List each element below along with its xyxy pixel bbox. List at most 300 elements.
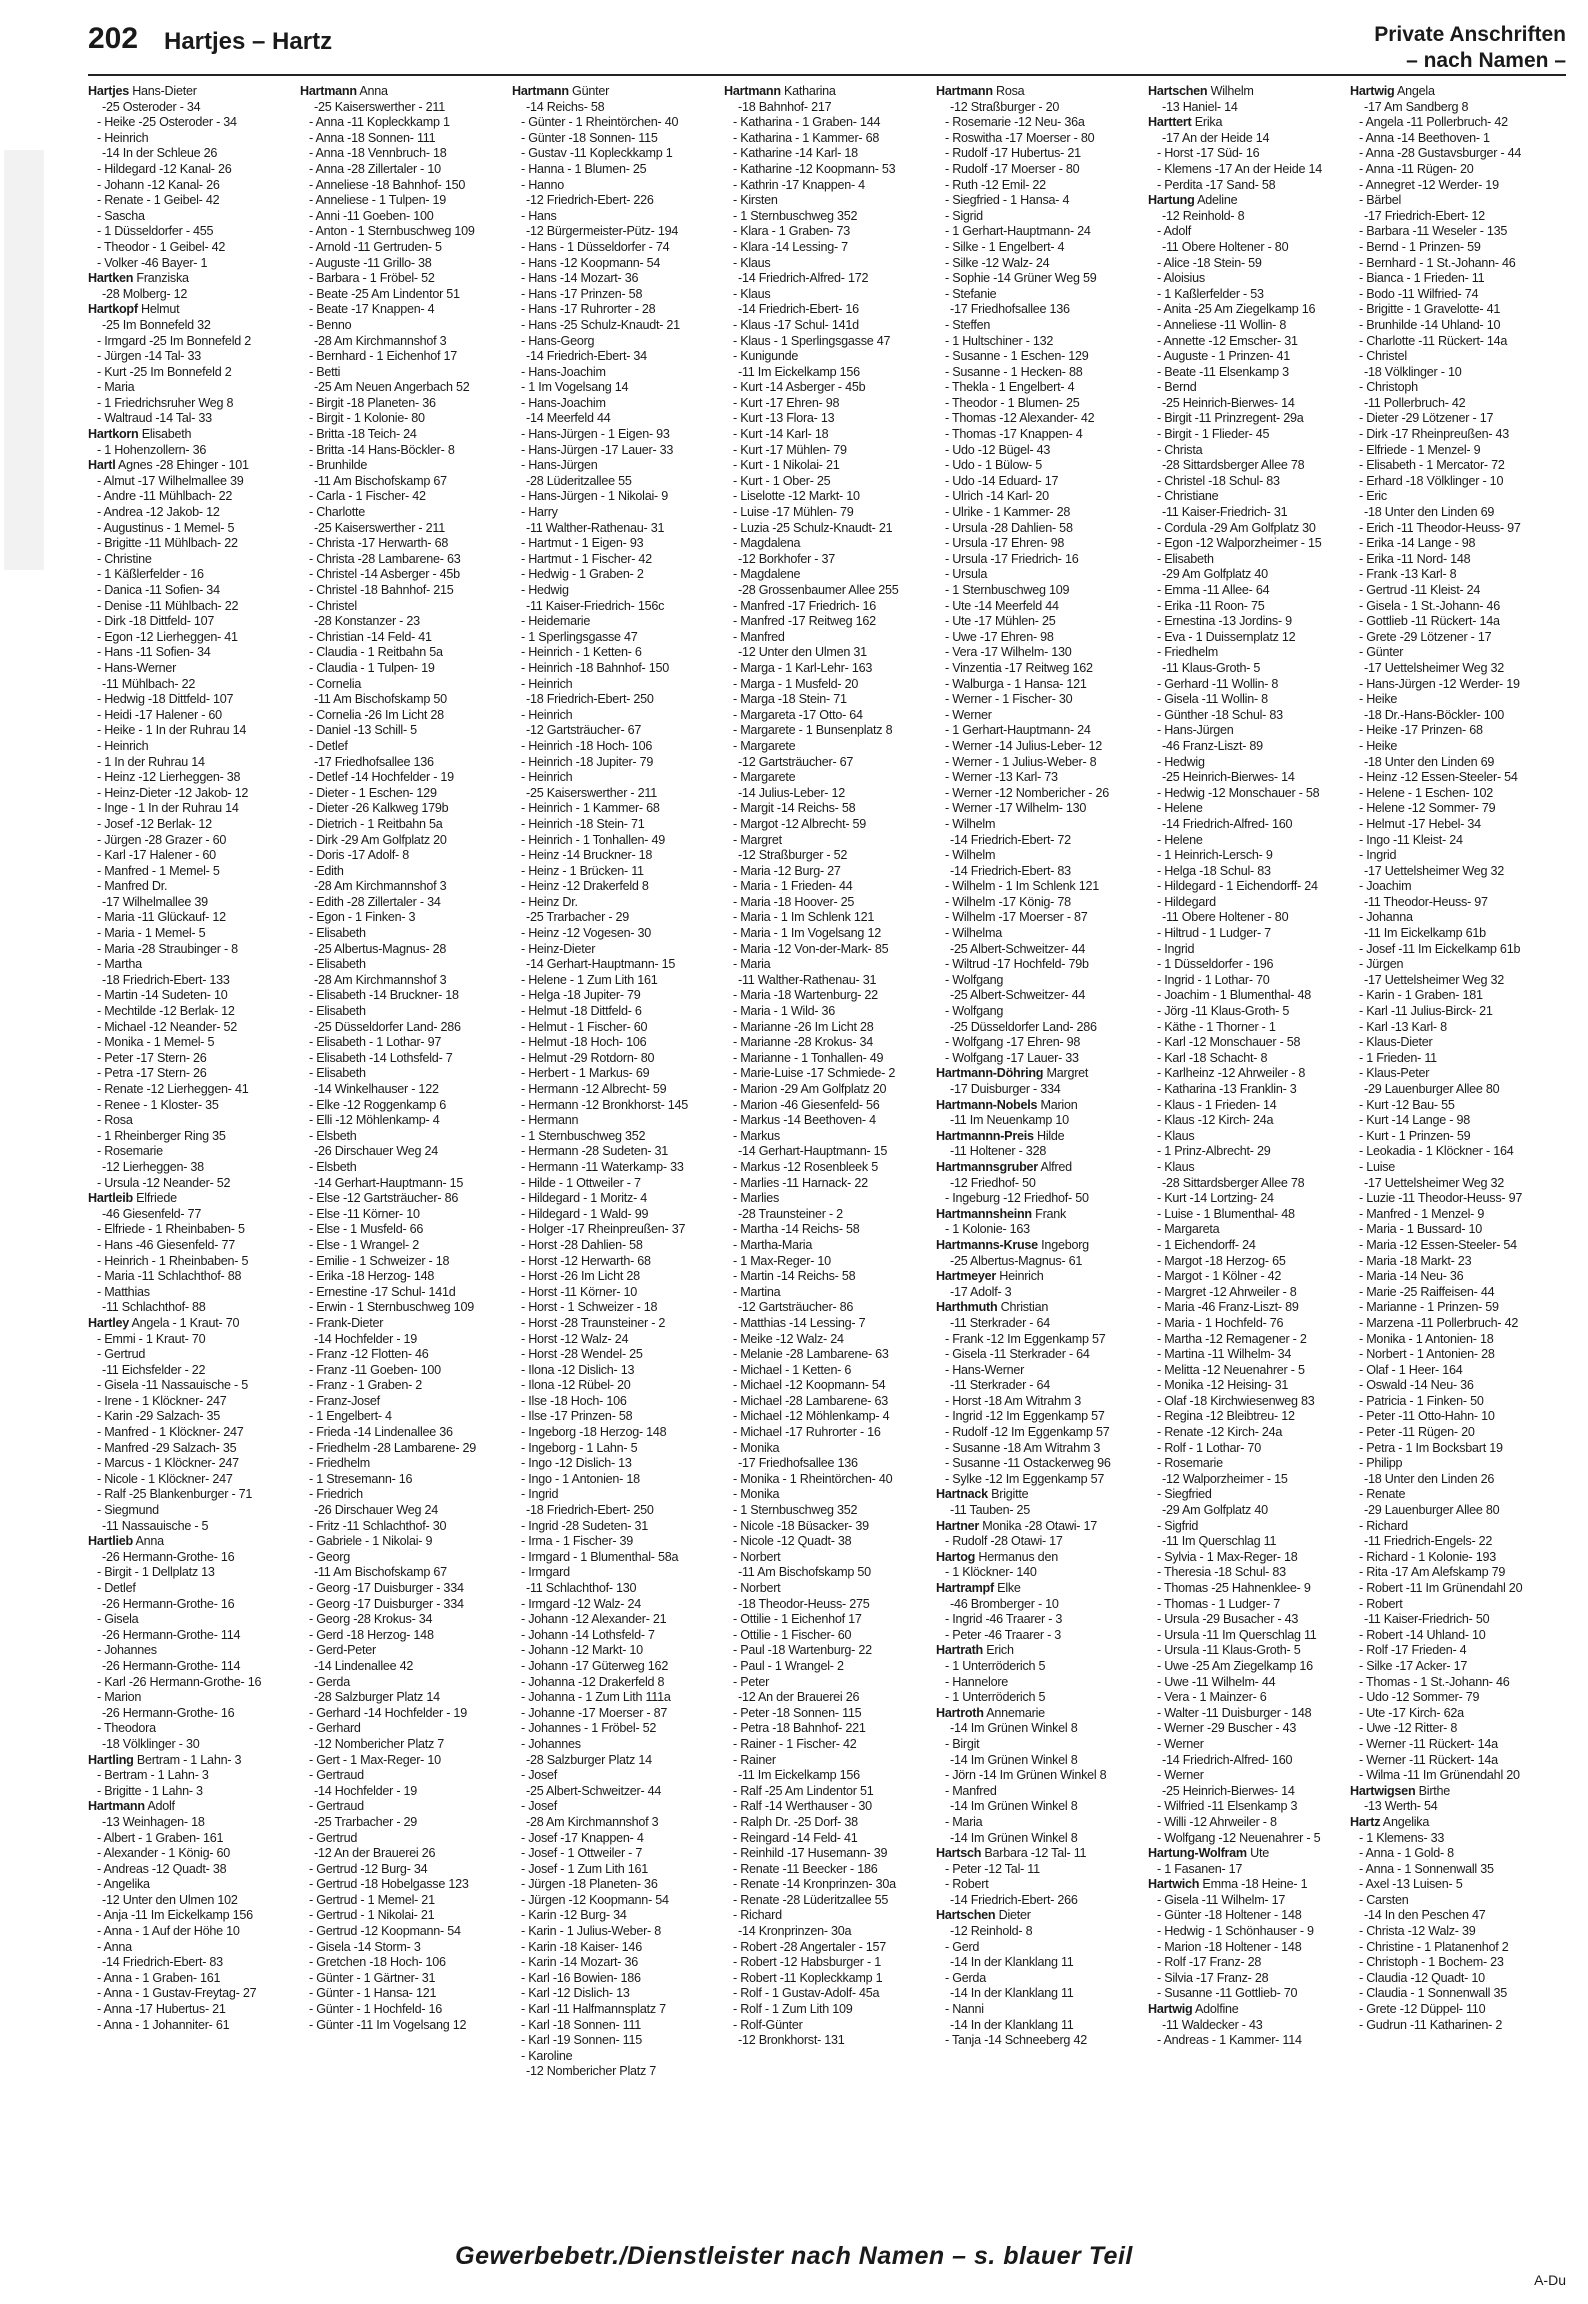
- directory-entry: - Jürgen -14 Tal- 33: [97, 349, 201, 364]
- directory-entry: - Sophie -14 Grüner Weg 59: [945, 271, 1097, 286]
- directory-entry: - Wilfried -11 Elsenkamp 3: [1157, 1799, 1298, 1814]
- directory-entry: - Hedwig - 1 Schönhauser - 9: [1157, 1924, 1314, 1939]
- directory-entry: - Hermann -28 Sudeten- 31: [521, 1144, 669, 1159]
- surname: Hartjes: [88, 84, 129, 98]
- directory-entry: - Steffen: [945, 317, 991, 332]
- directory-entry: -17 Friedhofsallee 136: [950, 302, 1070, 317]
- directory-entry: - Birgit: [945, 1736, 980, 1751]
- directory-entry: - Olaf - 1 Heer- 164: [1359, 1362, 1463, 1377]
- directory-entry: - Sigrid: [945, 208, 983, 223]
- surname: Hartkorn: [88, 427, 139, 442]
- directory-entry: - Wilhelm: [945, 848, 996, 863]
- directory-entry: - Birgit - 1 Dellplatz 13: [97, 1565, 215, 1580]
- directory-entry: - Birgit -11 Prinzregent- 29a: [1157, 411, 1304, 426]
- directory-entry: - Hans: [521, 208, 557, 223]
- directory-entry: - Georg -28 Krokus- 34: [309, 1612, 433, 1627]
- directory-entry: - Albert - 1 Graben- 161: [97, 1830, 224, 1845]
- directory-entry: - Maria - 1 Wild- 36: [733, 1004, 836, 1019]
- directory-entry: - Josef -11 Im Eickelkamp 61b: [1359, 941, 1521, 956]
- directory-entry: - Barbara - 1 Fröbel- 52: [309, 271, 435, 286]
- directory-entry: - Hildegard -12 Kanal- 26: [97, 161, 232, 176]
- directory-entry: - Günter - 1 Rheintörchen- 40: [521, 115, 679, 130]
- directory-entry: - Helene: [1157, 801, 1203, 816]
- directory-entry: - Anna -17 Hubertus- 21: [97, 2002, 226, 2017]
- directory-entry: - Hedwig -18 Dittfeld- 107: [97, 692, 234, 707]
- directory-entry: -12 Gartsträucher- 86: [738, 1300, 854, 1315]
- directory-entry: -28 Am Kirchmannshof 3: [314, 333, 447, 348]
- surname: Hartmann: [300, 84, 357, 98]
- directory-entry: - Maria -12 Burg- 27: [733, 863, 841, 878]
- directory-entry: - Andreas - 1 Kammer- 114: [1157, 2033, 1302, 2048]
- directory-entry: - Thomas -17 Knappen- 4: [945, 427, 1083, 442]
- directory-entry: -29 Am Golfplatz 40: [1162, 1503, 1268, 1518]
- directory-entry: - Manfred -29 Salzach- 35: [97, 1440, 237, 1455]
- directory-entry: - Cornelia -26 Im Licht 28: [309, 707, 444, 722]
- directory-entry: - Norbert: [733, 1549, 781, 1564]
- directory-entry: - Uwe -17 Ehren- 98: [945, 629, 1054, 644]
- directory-entry: Hartmannsgruber Alfred: [936, 1159, 1072, 1174]
- directory-entry: - Horst - 1 Schweizer - 18: [521, 1300, 658, 1315]
- directory-entry: - Renate -14 Kronprinzen- 30a: [733, 1877, 896, 1892]
- directory-entry: - Maria: [945, 1814, 983, 1829]
- directory-entry: - Hans-Jürgen -17 Lauer- 33: [521, 442, 674, 457]
- directory-entry: - Hermann -12 Albrecht- 59: [521, 1082, 667, 1096]
- directory-entry: - Rolf - 1 Lothar- 70: [1157, 1440, 1261, 1455]
- directory-entry: - 1 Hultschiner - 132: [945, 333, 1054, 348]
- directory-entry: - Robert -12 Habsburger - 1: [733, 1955, 881, 1970]
- directory-entry: - Heinrich -18 Jupiter- 79: [521, 754, 654, 769]
- directory-entry: - Elke -12 Roggenkamp 6: [309, 1097, 447, 1112]
- directory-entry: - Matthias: [97, 1284, 150, 1299]
- directory-entry: - Horst -28 Wendel- 25: [521, 1347, 643, 1362]
- directory-entry: -25 Düsseldorfer Land- 286: [950, 1019, 1097, 1034]
- directory-entry: -14 Gerhart-Hauptmann- 15: [526, 957, 676, 972]
- directory-entry: - Else -12 Gartsträucher- 86: [309, 1191, 459, 1206]
- directory-entry: -14 Friedrich-Ebert- 266: [950, 1892, 1078, 1907]
- directory-entry: -26 Hermann-Grothe- 16: [102, 1596, 235, 1611]
- directory-entry: - Udo -12 Sommer- 79: [1359, 1690, 1480, 1705]
- directory-entry: - Silke -12 Walz- 24: [945, 255, 1050, 270]
- directory-entry: - Richard: [733, 1908, 782, 1923]
- directory-entry: - Gerd: [945, 1939, 980, 1954]
- directory-entry: - Luzie -11 Theodor-Heuss- 97: [1359, 1191, 1523, 1206]
- directory-entry: Hartschen Dieter: [936, 1908, 1031, 1923]
- directory-entry: - 1 Engelbert- 4: [309, 1409, 392, 1424]
- surname: Hartmann: [88, 1799, 145, 1814]
- directory-entry: - Hermann: [521, 1113, 579, 1128]
- directory-entry: - Ute -14 Meerfeld 44: [945, 598, 1059, 613]
- directory-entry: - Bianca - 1 Frieden- 11: [1359, 271, 1485, 286]
- directory-entry: - Jürgen -28 Grazer - 60: [97, 832, 227, 847]
- directory-entry: -26 Hermann-Grothe- 114: [102, 1658, 241, 1673]
- column-1: [88, 84, 296, 2204]
- directory-entry: - Jürgen -12 Koopmann- 54: [521, 1892, 669, 1907]
- directory-entry: - Margret -12 Ahrweiler - 8: [1157, 1284, 1297, 1299]
- directory-entry: - Claudia - 1 Sonnenwall 35: [1359, 1986, 1507, 2001]
- directory-entry: - Matthias -14 Lessing- 7: [733, 1315, 866, 1330]
- directory-entry: Hartmann-Nobels Marion: [936, 1097, 1078, 1112]
- directory-entry: - Rainer - 1 Fischer- 42: [733, 1736, 857, 1751]
- surname: Hartkopf: [88, 302, 138, 317]
- directory-entry: -12 Gartsträucher- 67: [738, 754, 854, 769]
- directory-entry: - Kurt -14 Lange - 98: [1359, 1113, 1470, 1128]
- directory-entry: -18 Dr.-Hans-Böckler- 100: [1364, 707, 1505, 722]
- directory-entry: - Walter -11 Duisburger - 148: [1157, 1705, 1312, 1720]
- directory-entry: - Ingrid: [521, 1487, 559, 1502]
- directory-entry: - Rosa: [97, 1113, 133, 1128]
- directory-entry: - Georg -17 Duisburger - 334: [309, 1581, 464, 1595]
- directory-entry: - Horst -11 Körner- 10: [521, 1284, 638, 1299]
- directory-entry: - Petra - 1 Im Bocksbart 19: [1359, 1440, 1503, 1455]
- directory-entry: Hartner Monika -28 Otawi- 17: [936, 1518, 1097, 1533]
- directory-entry: - Kunigunde: [733, 349, 799, 364]
- directory-entry: - Johannes: [521, 1736, 581, 1751]
- directory-entry: - Karl -18 Sonnen- 111: [521, 2017, 642, 2032]
- directory-entry: - Kurt -17 Mühlen- 79: [733, 442, 847, 457]
- directory-entry: - Rolf-Günter: [733, 2017, 803, 2032]
- directory-entry: - Detlef -14 Hochfelder - 19: [309, 770, 454, 785]
- surname: Hartwigsen: [1350, 1783, 1416, 1798]
- directory-entry: - Karl -19 Sonnen- 115: [521, 2033, 642, 2048]
- directory-entry: - Gisela -11 Sterkrader - 64: [945, 1347, 1090, 1362]
- directory-entry: - Manfred -17 Friedrich- 16: [733, 598, 877, 613]
- directory-entry: - Günter - 1 Gärtner- 31: [309, 1970, 436, 1985]
- directory-entry: -11 Walther-Rathenau- 31: [738, 972, 877, 987]
- directory-entry: - Elisabeth -14 Bruckner- 18: [309, 988, 459, 1003]
- directory-entry: - Patricia - 1 Finken- 50: [1359, 1393, 1484, 1408]
- directory-entry: - Heinz Dr.: [521, 894, 578, 909]
- directory-entry: - Anneliese -11 Wollin- 8: [1157, 317, 1287, 332]
- surname: Hartl: [88, 458, 116, 473]
- directory-entry: - Werner - 1 Fischer- 30: [945, 692, 1073, 707]
- directory-entry: - Sylke -12 Im Eggenkamp 57: [945, 1471, 1105, 1486]
- directory-entry: Hartkorn Elisabeth: [88, 427, 192, 442]
- directory-entry: Hartwigsen Birthe: [1350, 1783, 1451, 1798]
- directory-entry: - Margret: [733, 832, 782, 847]
- directory-entry: - Aloisius: [1157, 271, 1205, 286]
- directory-entry: - Uwe -25 Am Ziegelkamp 16: [1157, 1658, 1313, 1673]
- directory-entry: - Hermann -12 Bronkhorst- 145: [521, 1097, 689, 1112]
- directory-entry: - Wolfgang: [945, 1004, 1004, 1019]
- directory-entry: Hartnack Brigitte: [936, 1487, 1029, 1502]
- directory-entry: - Melitta -12 Neuenahrer - 5: [1157, 1362, 1305, 1377]
- directory-entry: - Vera -17 Wilhelm- 130: [945, 645, 1072, 660]
- directory-entry: - Anna -28 Gustavsburger - 44: [1359, 146, 1522, 161]
- directory-entry: - Margot - 1 Kölner - 42: [1157, 1269, 1282, 1284]
- directory-entry: - Johann -12 Alexander- 21: [521, 1612, 667, 1627]
- directory-entry: - Horst -28 Traunsteiner - 2: [521, 1315, 666, 1330]
- directory-entry: - Gisela -14 Storm- 3: [309, 1939, 421, 1954]
- directory-entry: -28 Sittardsberger Allee 78: [1162, 458, 1305, 473]
- directory-entry: - Helga -18 Jupiter- 79: [521, 988, 641, 1003]
- directory-entry: -12 Unter den Ulmen 31: [738, 645, 867, 660]
- directory-entry: -14 Friedrich-Ebert- 16: [738, 302, 859, 317]
- directory-entry: - Gisela -11 Nassauische - 5: [97, 1378, 248, 1393]
- directory-entry: - 1 Prinz-Albrecht- 29: [1157, 1144, 1271, 1159]
- directory-entry: - Kathrin -17 Knappen- 4: [733, 177, 865, 192]
- directory-entry: - Dirk -29 Am Golfplatz 20: [309, 832, 447, 847]
- directory-entry: - Wolfgang -12 Neuenahrer - 5: [1157, 1830, 1321, 1845]
- directory-entry: - Ute -17 Mühlen- 25: [945, 614, 1056, 629]
- directory-entry: - Karlheinz -12 Ahrweiler - 8: [1157, 1066, 1306, 1081]
- directory-entry: -14 Meerfeld 44: [526, 411, 611, 426]
- directory-entry: -28 Konstanzer - 23: [314, 614, 420, 629]
- surname: Hartrath: [936, 1643, 983, 1658]
- directory-entry: - Johanna - 1 Zum Lith 111a: [521, 1690, 671, 1705]
- directory-entry: - Marie -25 Raiffeisen- 44: [1359, 1284, 1495, 1299]
- directory-entry: -28 Grossenbaumer Allee 255: [738, 583, 899, 597]
- directory-entry: - Günter -18 Holtener - 148: [1157, 1908, 1302, 1923]
- directory-entry: - Anna -14 Beethoven- 1: [1359, 130, 1490, 145]
- directory-entry: -14 Friedrich-Ebert- 72: [950, 832, 1071, 847]
- surname: Harttert: [1148, 115, 1192, 130]
- directory-entry: - Christine - 1 Platanenhof 2: [1359, 1939, 1509, 1954]
- surname: Hartner: [936, 1518, 980, 1533]
- directory-entry: - Peter -46 Traarer - 3: [945, 1627, 1062, 1642]
- directory-entry: - Christian -14 Feld- 41: [309, 629, 432, 644]
- directory-entry: -14 Hochfelder - 19: [314, 1331, 418, 1346]
- directory-entry: - Michael -17 Ruhrorter - 16: [733, 1425, 881, 1440]
- directory-entry: - Auguste -11 Grillo- 38: [309, 255, 432, 270]
- directory-entry: - Gertrud: [309, 1830, 358, 1845]
- directory-entry: -28 Salzburger Platz 14: [526, 1752, 652, 1767]
- directory-entry: - Wilhelma: [945, 926, 1002, 941]
- directory-entry: - Heinz -12 Lierheggen- 38: [97, 770, 241, 785]
- directory-entry: - Gerhard: [309, 1721, 361, 1736]
- directory-entry: -14 Reichs- 58: [526, 99, 605, 114]
- directory-entry: - Hans -25 Schulz-Knaudt- 21: [521, 317, 680, 332]
- directory-entry: - Hildegard - 1 Eichendorff- 24: [1157, 879, 1318, 894]
- directory-entry: - Egon - 1 Finken- 3: [309, 910, 416, 925]
- directory-entry: -28 Am Kirchmannshof 3: [314, 879, 447, 894]
- directory-entry: - Heinrich - 1 Kammer- 68: [521, 801, 660, 816]
- directory-entry: - Manfred - 1 Menzel- 9: [1359, 1206, 1485, 1221]
- directory-entry: - Robert -11 Kopleckkamp 1: [733, 1970, 883, 1985]
- directory-entry: - Horst -12 Herwarth- 68: [521, 1253, 651, 1268]
- directory-entry: -18 Friedrich-Ebert- 250: [526, 1503, 654, 1518]
- directory-entry: - Kurt - 1 Ober- 25: [733, 473, 831, 488]
- directory-entry: -14 Friedrich-Ebert- 34: [526, 349, 647, 364]
- directory-entry: - Hedwig - 1 Graben- 2: [521, 567, 644, 582]
- directory-entry: - Karl -17 Halener - 60: [97, 848, 216, 863]
- directory-entry: - Monika: [733, 1487, 780, 1502]
- directory-entry: - Luise: [1359, 1159, 1396, 1174]
- directory-entry: Hartroth Annemarie: [936, 1705, 1045, 1720]
- directory-entry: - Rolf - 1 Zum Lith 109: [733, 2002, 853, 2017]
- directory-entry: - Heinz -14 Bruckner- 18: [521, 848, 653, 863]
- directory-entry: - Rudolf -12 Im Eggenkamp 57: [945, 1425, 1110, 1440]
- directory-entry: - Martin -14 Sudeten- 10: [97, 988, 228, 1003]
- directory-entry: -12 Lierheggen- 38: [102, 1159, 204, 1174]
- directory-entry: - Mechtilde -12 Berlak- 12: [97, 1004, 235, 1019]
- directory-entry: - Gertrud -12 Burg- 34: [309, 1861, 428, 1876]
- directory-entry: - Christoph: [1359, 380, 1418, 395]
- directory-entry: - Hans-Joachim: [521, 395, 606, 410]
- directory-entry: - Ralph Dr. -25 Dorf- 38: [733, 1814, 858, 1829]
- directory-entry: - Wilma -11 Im Grünendahl 20: [1359, 1768, 1520, 1783]
- directory-entry: Hartmannsheinn Frank: [936, 1206, 1067, 1221]
- directory-entry: - Karl -11 Halfmannsplatz 7: [521, 2002, 666, 2017]
- directory-entry: - Monika: [733, 1440, 780, 1455]
- directory-entry: - Rolf -17 Franz- 28: [1157, 1955, 1262, 1970]
- directory-entry: -14 Julius-Leber- 12: [738, 785, 846, 800]
- directory-entry: - Günter: [1359, 645, 1404, 660]
- directory-entry: - Richard: [1359, 1518, 1408, 1533]
- directory-entry: - Frank -12 Im Eggenkamp 57: [945, 1331, 1106, 1346]
- column-7: [1350, 84, 1558, 2204]
- directory-entry: - Siegmund: [97, 1503, 159, 1518]
- directory-entry: - Marga - 1 Musfeld- 20: [733, 676, 859, 691]
- directory-entry: - Helmut -18 Dittfeld- 6: [521, 1004, 642, 1019]
- surname: Hartling: [88, 1752, 134, 1767]
- directory-entry: - Klaus: [1157, 1159, 1195, 1174]
- directory-entry: -17 Friedhofsallee 136: [314, 754, 434, 769]
- directory-entry: - Ulrich -14 Karl- 20: [945, 489, 1049, 504]
- directory-entry: - Monika - 1 Rheintörchen- 40: [733, 1471, 893, 1486]
- directory-entry: - Maria - 1 Frieden- 44: [733, 879, 853, 894]
- directory-entry: - Karin -12 Burg- 34: [521, 1908, 627, 1923]
- directory-entry: -11 Obere Holtener - 80: [1162, 239, 1289, 254]
- directory-entry: - Magdalena: [733, 536, 801, 551]
- directory-entry: - Emilie - 1 Schweizer - 18: [309, 1253, 450, 1268]
- header-rule: [88, 74, 1566, 76]
- directory-entry: - Kurt -25 Im Bonnefeld 2: [97, 364, 232, 379]
- directory-entry: - 1 Rheinberger Ring 35: [97, 1128, 226, 1143]
- directory-entry: Hartsch Barbara -12 Tal- 11: [936, 1846, 1087, 1861]
- directory-entry: - Renate -28 Lüderitzallee 55: [733, 1892, 889, 1907]
- directory-entry: - Wolfgang: [945, 972, 1004, 987]
- directory-entry: -12 Borkhofer - 37: [738, 551, 836, 566]
- directory-entry: - Marion -18 Holtener - 148: [1157, 1939, 1302, 1954]
- directory-entry: - Renate - 1 Geibel- 42: [97, 193, 220, 208]
- surname: Hartley: [88, 1315, 129, 1330]
- directory-entry: - Anna - 1 Auf der Höhe 10: [97, 1924, 240, 1939]
- directory-entry: - Marie-Luise -17 Schmiede- 2: [733, 1066, 896, 1081]
- directory-entry: - Harry: [521, 505, 558, 520]
- directory-entry: - Elisabeth: [309, 1004, 366, 1019]
- directory-entry: - Egon -12 Walporzheimer - 15: [1157, 536, 1322, 551]
- directory-entry: - Eric: [1359, 489, 1387, 504]
- directory-entry: - Irmgard - 1 Blumenthal- 58a: [521, 1549, 679, 1564]
- directory-entry: - Ilse -18 Hoch- 106: [521, 1393, 627, 1408]
- directory-entry: - Renate -11 Beecker - 186: [733, 1861, 878, 1876]
- directory-entry: - Elisabeth -14 Lothsfeld- 7: [309, 1050, 453, 1065]
- directory-entry: - Doris -17 Adolf- 8: [309, 848, 409, 863]
- directory-entry: -14 Hochfelder - 19: [314, 1783, 418, 1798]
- directory-entry: - Thomas - 1 Ludger- 7: [1157, 1596, 1281, 1611]
- directory-entry: - Hans-Werner: [945, 1362, 1025, 1377]
- directory-entry: - Josef: [521, 1768, 558, 1783]
- directory-entry: - Hans -14 Mozart- 36: [521, 271, 639, 286]
- directory-entry: - Anja -11 Im Eickelkamp 156: [97, 1908, 253, 1923]
- directory-entry: - Käthe - 1 Thorner - 1: [1157, 1019, 1276, 1034]
- directory-entry: - Hedwig -12 Monschauer - 58: [1157, 785, 1320, 800]
- directory-entry: - Anna -18 Vennbruch- 18: [309, 146, 447, 161]
- directory-entry: - Hannelore: [945, 1674, 1009, 1689]
- directory-entry: - Elisabeth - 1 Mercator- 72: [1359, 458, 1505, 473]
- directory-entry: - Karoline: [521, 2048, 573, 2063]
- column-3: [512, 84, 720, 2204]
- column-2: [300, 84, 508, 2204]
- directory-entry: - Rosemarie -12 Neu- 36a: [945, 115, 1085, 130]
- directory-entry: - Hans -17 Ruhrorter - 28: [521, 302, 656, 317]
- directory-entry: - Elisabeth - 1 Lothar- 97: [309, 1035, 442, 1050]
- directory-entry: - 1 Sternbuschweg 352: [733, 1503, 858, 1518]
- directory-entry: - Helene - 1 Zum Lith 161: [521, 972, 658, 987]
- directory-entry: - Walburga - 1 Hansa- 121: [945, 676, 1087, 691]
- directory-entry: - Brigitte - 1 Lahn- 3: [97, 1783, 203, 1798]
- directory-entry: - Peter -11 Otto-Hahn- 10: [1359, 1409, 1495, 1424]
- directory-entry: - Manfred -17 Reitweg 162: [733, 614, 876, 629]
- directory-entry: -11 Schlachthof- 130: [526, 1581, 637, 1595]
- directory-entry: - Arnold -11 Gertruden- 5: [309, 239, 442, 254]
- directory-entry: - Philipp: [1359, 1456, 1403, 1471]
- directory-entry: -11 Eichsfelder - 22: [102, 1362, 206, 1377]
- directory-entry: - Detlef: [309, 738, 348, 753]
- directory-entry: - Rudolf -17 Moerser - 80: [945, 161, 1080, 176]
- directory-entry: - Kurt -14 Karl- 18: [733, 427, 829, 442]
- directory-entry: -25 Im Bonnefeld 32: [102, 317, 211, 332]
- section-title: [1374, 22, 1566, 74]
- directory-entry: - Maria: [733, 957, 771, 972]
- directory-entry: Hartjes Hans-Dieter: [88, 84, 197, 98]
- directory-entry: - Johann -14 Lothsfeld- 7: [521, 1627, 655, 1642]
- directory-entry: - Erich -11 Theodor-Heuss- 97: [1359, 520, 1521, 535]
- directory-entry: - Nicole -12 Quadt- 38: [733, 1534, 852, 1549]
- surname: Hartleib: [88, 1191, 133, 1206]
- directory-entry: -11 Am Bischofskamp 67: [314, 473, 447, 488]
- directory-entry: - 1 Gerhart-Hauptmann- 24: [945, 224, 1091, 239]
- directory-entry: - Ingo -12 Dislich- 13: [521, 1456, 632, 1471]
- directory-entry: - Christa -12 Walz- 39: [1359, 1924, 1476, 1939]
- directory-entry: -11 Tauben- 25: [950, 1503, 1031, 1518]
- directory-entry: -11 Im Querschlag 11: [1162, 1534, 1277, 1549]
- directory-entry: - Waltraud -14 Tal- 33: [97, 411, 212, 426]
- directory-entry: -17 Uettelsheimer Weg 32: [1364, 972, 1505, 987]
- directory-entry: - Robert: [945, 1877, 989, 1892]
- directory-entry: - Cornelia: [309, 676, 362, 691]
- directory-entry: -12 Nombericher Platz 7: [314, 1736, 445, 1751]
- directory-entry: - Heinz -12 Drakerfeld 8: [521, 879, 649, 894]
- directory-entry: -25 Albert-Schweitzer- 44: [526, 1783, 662, 1798]
- directory-entry: - Erika -11 Roon- 75: [1157, 598, 1265, 613]
- directory-entry: -18 Unter den Linden 69: [1364, 505, 1495, 520]
- directory-entry: - Johann -12 Kanal- 26: [97, 177, 220, 192]
- directory-entry: - Heike -17 Prinzen- 68: [1359, 723, 1483, 738]
- directory-entry: - Martha -12 Remagener - 2: [1157, 1331, 1307, 1346]
- directory-entry: - Carla - 1 Fischer- 42: [309, 489, 426, 504]
- directory-entry: - Christine: [97, 551, 152, 566]
- directory-entry: - Gisela - 1 St.-Johann- 46: [1359, 598, 1500, 613]
- directory-entry: - Horst -12 Walz- 24: [521, 1331, 629, 1346]
- directory-entry: - Gisela -11 Wilhelm- 17: [1157, 1892, 1286, 1907]
- directory-entry: -11 Im Eickelkamp 156: [738, 364, 860, 379]
- directory-entry: - Hans-Werner: [97, 660, 177, 675]
- directory-entry: Hartmannn-Preis Hilde: [936, 1128, 1065, 1143]
- surname: Hartmann-Nobels: [936, 1097, 1038, 1112]
- directory-entry: - Uwe -12 Ritter- 8: [1359, 1721, 1458, 1736]
- directory-entry: - Holger -17 Rheinpreußen- 37: [521, 1222, 686, 1237]
- directory-entry: - Günther -18 Schul- 83: [1157, 707, 1283, 722]
- directory-entry: - 1 Klöckner- 140: [945, 1565, 1037, 1580]
- directory-entry: - Silke -17 Acker- 17: [1359, 1658, 1468, 1673]
- directory-entry: - Gert - 1 Max-Reger- 10: [309, 1752, 441, 1767]
- directory-entry: - Heinz-Dieter -12 Jakob- 12: [97, 785, 249, 800]
- directory-entry: - Richard - 1 Kolonie- 193: [1359, 1549, 1496, 1564]
- directory-entry: -25 Heinrich-Bierwes- 14: [1162, 770, 1295, 785]
- directory-entry: - Kurt -14 Lortzing- 24: [1157, 1191, 1274, 1206]
- directory-entry: - Dietrich - 1 Reitbahn 5a: [309, 816, 443, 831]
